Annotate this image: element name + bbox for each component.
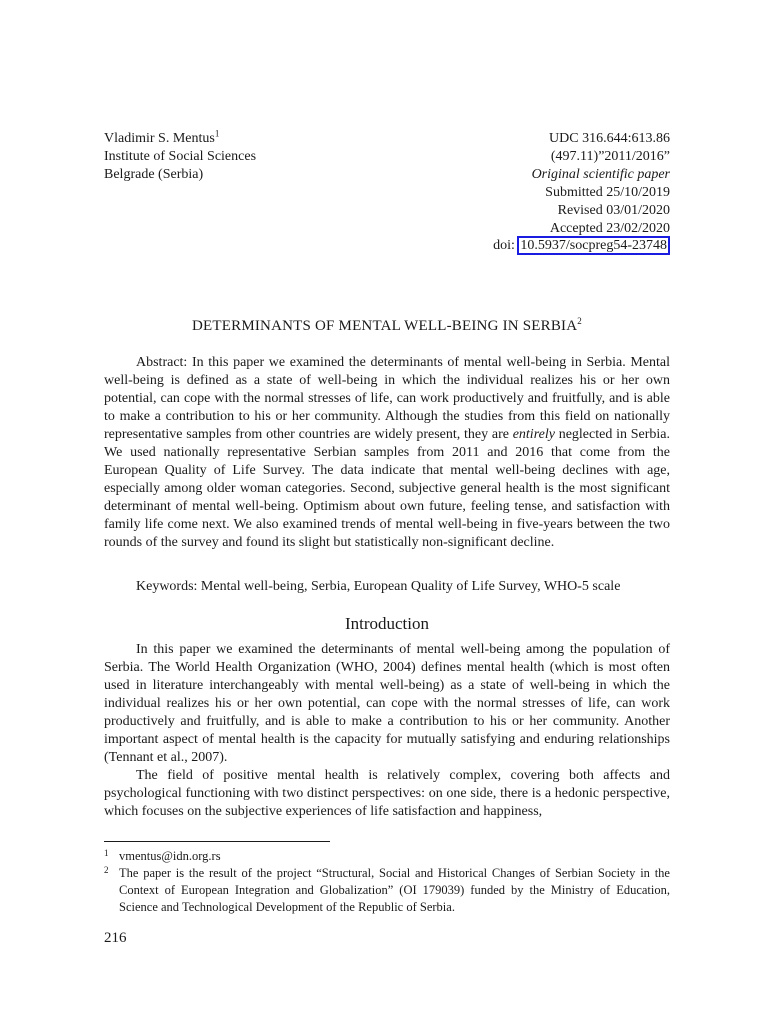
submitted-date: Submitted 25/10/2019 — [545, 184, 670, 200]
paper-type: Original scientific paper — [531, 166, 670, 182]
author-name: Vladimir S. Mentus — [104, 131, 215, 146]
abstract-text-part-1: Abstract: In this paper we examined the determinants of mental well-being in Serbia. Mental well-being is defined as a state of well-being in which the individual realizes his or her own potential, can cope with the normal stresses of life, can work productively and fruitfully, and is able to make a contribution to his or her community. Although the studies from this field on nationally representative samples from other countries are widely present, they are — [104, 355, 670, 442]
article-meta — [493, 130, 670, 255]
accepted-date: Accepted 23/02/2020 — [549, 220, 670, 236]
article-title-text: DETERMINANTS OF MENTAL WELL-BEING IN SERBIA — [192, 318, 578, 334]
footnote-1 — [104, 848, 670, 865]
introduction-paragraph-1: In this paper we examined the determinants of mental well-being among the population of Serbia. The World Health Organization (WHO, 2004) defines mental health (which is most often used in literature interchangeably with mental well-being) as a state of well-being in which the individual realizes his or her own potential, can cope with the normal stresses of life, can work productively and fruitfully, and is able to make a contribution to his or her community. Another important aspect of mental health is the capacity for mutually satisfying and enduring relationships (Tennant et al., 2007). — [104, 642, 670, 765]
footnote-mark: 2 — [104, 865, 109, 875]
author-city: Belgrade (Serbia) — [104, 166, 204, 182]
introduction-body — [104, 641, 670, 821]
abstract-italic-word: entirely — [512, 426, 555, 442]
section-heading-introduction: Introduction — [344, 614, 430, 633]
page-number: 216 — [104, 930, 127, 946]
article-title — [104, 318, 670, 335]
footnotes — [104, 848, 670, 916]
doi-line — [493, 237, 670, 255]
footnote-text: The paper is the result of the project “Structural, Social and Historical Changes of Serbian Society in the Context of European Integration and Globalization” (OI 179039) funded by the Ministry of Education, Science and Technological Development of the Republic of Serbia. — [119, 866, 670, 914]
footnote-divider — [104, 841, 330, 842]
abstract-text-part-2: neglected in Serbia. We used nationally representative Serbian samples from 2011 and 2016 that come from the European Quality of Life Survey. The data indicate that mental well-being declines with age, especially among older woman categories. Second, subjective general health is the most significant determinant of mental well-being. Optimism about own future, feeling tense, and satisfaction with family life come next. We also examined trends of mental well-being in five-years between the two rounds of the survey and found its slight but statistically non-significant decline. — [104, 426, 670, 550]
title-footnote-mark: 2 — [577, 316, 582, 326]
author-block — [104, 130, 256, 184]
abstract — [104, 354, 670, 551]
revised-date: Revised 03/01/2020 — [557, 202, 670, 218]
footnote-mark: 1 — [104, 848, 109, 858]
author-institute: Institute of Social Sciences — [104, 148, 257, 164]
document-page — [104, 0, 670, 1024]
udc-line-1: UDC 316.644:613.86 — [549, 131, 670, 146]
footnote-2 — [104, 865, 670, 916]
keywords: Keywords: Mental well-being, Serbia, European Quality of Life Survey, WHO-5 scale — [136, 579, 621, 594]
introduction-paragraph-2: The field of positive mental health is relatively complex, covering both affects and psychological functioning with two distinct perspectives: on one side, there is a hedonic perspective, which focuses on the subjective experiences of life satisfaction and happiness, — [104, 767, 670, 819]
doi-label: doi: — [493, 238, 515, 254]
footnote-text: vmentus@idn.org.rs — [119, 849, 221, 863]
author-footnote-mark: 1 — [214, 128, 220, 139]
udc-line-2: (497.11)”2011/2016” — [550, 148, 670, 164]
author-name-line — [104, 130, 256, 148]
doi-link[interactable]: 10.5937/socpreg54-23748 — [517, 236, 670, 255]
